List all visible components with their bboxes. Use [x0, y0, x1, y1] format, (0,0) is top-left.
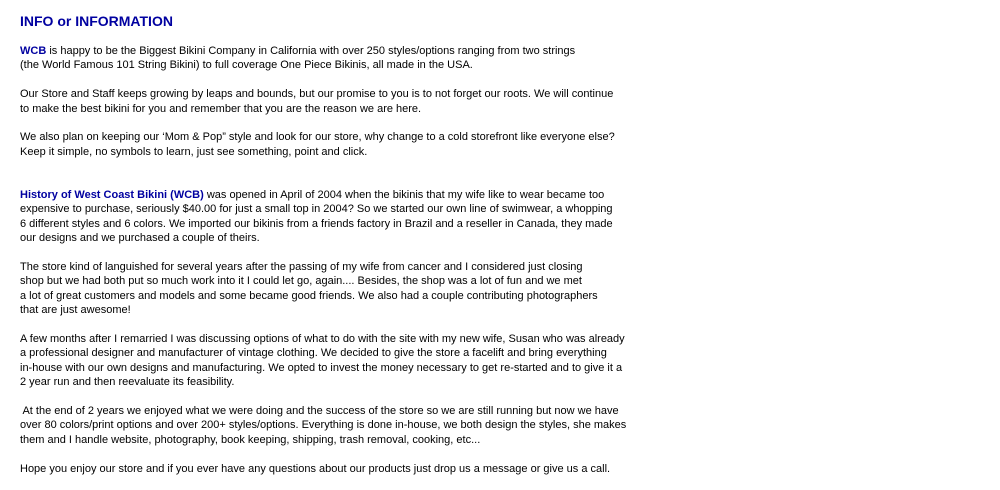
- two-years-line-2: over 80 colors/print options and over 200+ styles/options. Everything is done in-house, we both design the styles, she makes: [20, 419, 627, 432]
- remarried-line-1: A few months after I remarried I was discussing options of what to do with the site with my new wife, Susan who was already: [20, 333, 625, 346]
- remarried-line-4: 2 year run and then reevaluate its feasibility.: [20, 376, 235, 389]
- closing-paragraph: [20, 462, 1000, 476]
- page-title: INFO or INFORMATION: [20, 13, 173, 29]
- remarried-paragraph: [20, 332, 1000, 390]
- history-line-4: our designs and we purchased a couple of theirs.: [20, 232, 260, 245]
- intro-line-1: is happy to be the Biggest Bikini Company in California with over 250 styles/options ranging from two strings: [46, 45, 576, 57]
- mom-pop-paragraph: [20, 130, 1000, 159]
- languished-line-3: a lot of great customers and models and some became good friends. We also had a couple contributing photographers: [20, 289, 598, 302]
- two-years-paragraph: [20, 404, 1000, 447]
- history-title: History of West Coast Bikini (WCB): [20, 189, 204, 201]
- store-staff-line-2: to make the best bikini for you and remember that you are the reason we are here.: [20, 102, 422, 115]
- history-line-3: 6 different styles and 6 colors. We imported our bikinis from a friends factory in Brazil and a reseller in Canada, they made: [20, 217, 613, 230]
- history-line-2: expensive to purchase, seriously $40.00 for just a small top in 2004? So we started our own line of swimwear, a whopping: [20, 203, 613, 216]
- store-staff-line-1: Our Store and Staff keeps growing by leaps and bounds, but our promise to you is to not forget our roots. We will continue: [20, 88, 614, 101]
- two-years-line-1: At the end of 2 years we enjoyed what we were doing and the success of the store so we are still running but now we have: [20, 405, 619, 418]
- wcb-brand: WCB: [20, 45, 47, 57]
- remarried-line-2: a professional designer and manufacturer of vintage clothing. We decided to give the store a facelift and bring everything: [20, 347, 607, 360]
- history-line-1: was opened in April of 2004 when the bikinis that my wife like to wear became too: [203, 189, 605, 201]
- closing-line-1: Hope you enjoy our store and if you ever have any questions about our products just drop us a message or give us a call.: [20, 462, 611, 475]
- intro-paragraph: [20, 44, 1000, 73]
- languished-paragraph: [20, 260, 1000, 318]
- mom-pop-line-1: We also plan on keeping our ‘Mom & Pop” style and look for our store, why change to a cold storefront like everyone else?: [20, 131, 615, 144]
- languished-line-1: The store kind of languished for several years after the passing of my wife from cancer and I considered just closing: [20, 261, 583, 274]
- mom-pop-line-2: Keep it simple, no symbols to learn, just see something, point and click.: [20, 145, 368, 158]
- history-paragraph: [20, 188, 1000, 246]
- section-spacer: [20, 174, 1000, 188]
- intro-line-2: (the World Famous 101 String Bikini) to full coverage One Piece Bikinis, all made in the USA.: [20, 59, 473, 72]
- two-years-line-3: them and I handle website, photography, book keeping, shipping, trash removal, cooking, etc...: [20, 433, 481, 446]
- languished-line-4: that are just awesome!: [20, 304, 131, 317]
- languished-line-2: shop but we had both put so much work into it I could let go, again.... Besides, the shop was a lot of fun and we met: [20, 275, 582, 288]
- store-staff-paragraph: [20, 87, 1000, 116]
- remarried-line-3: in-house with our own designs and manufacturing. We opted to invest the money necessary to get re-started and to give it a: [20, 361, 623, 374]
